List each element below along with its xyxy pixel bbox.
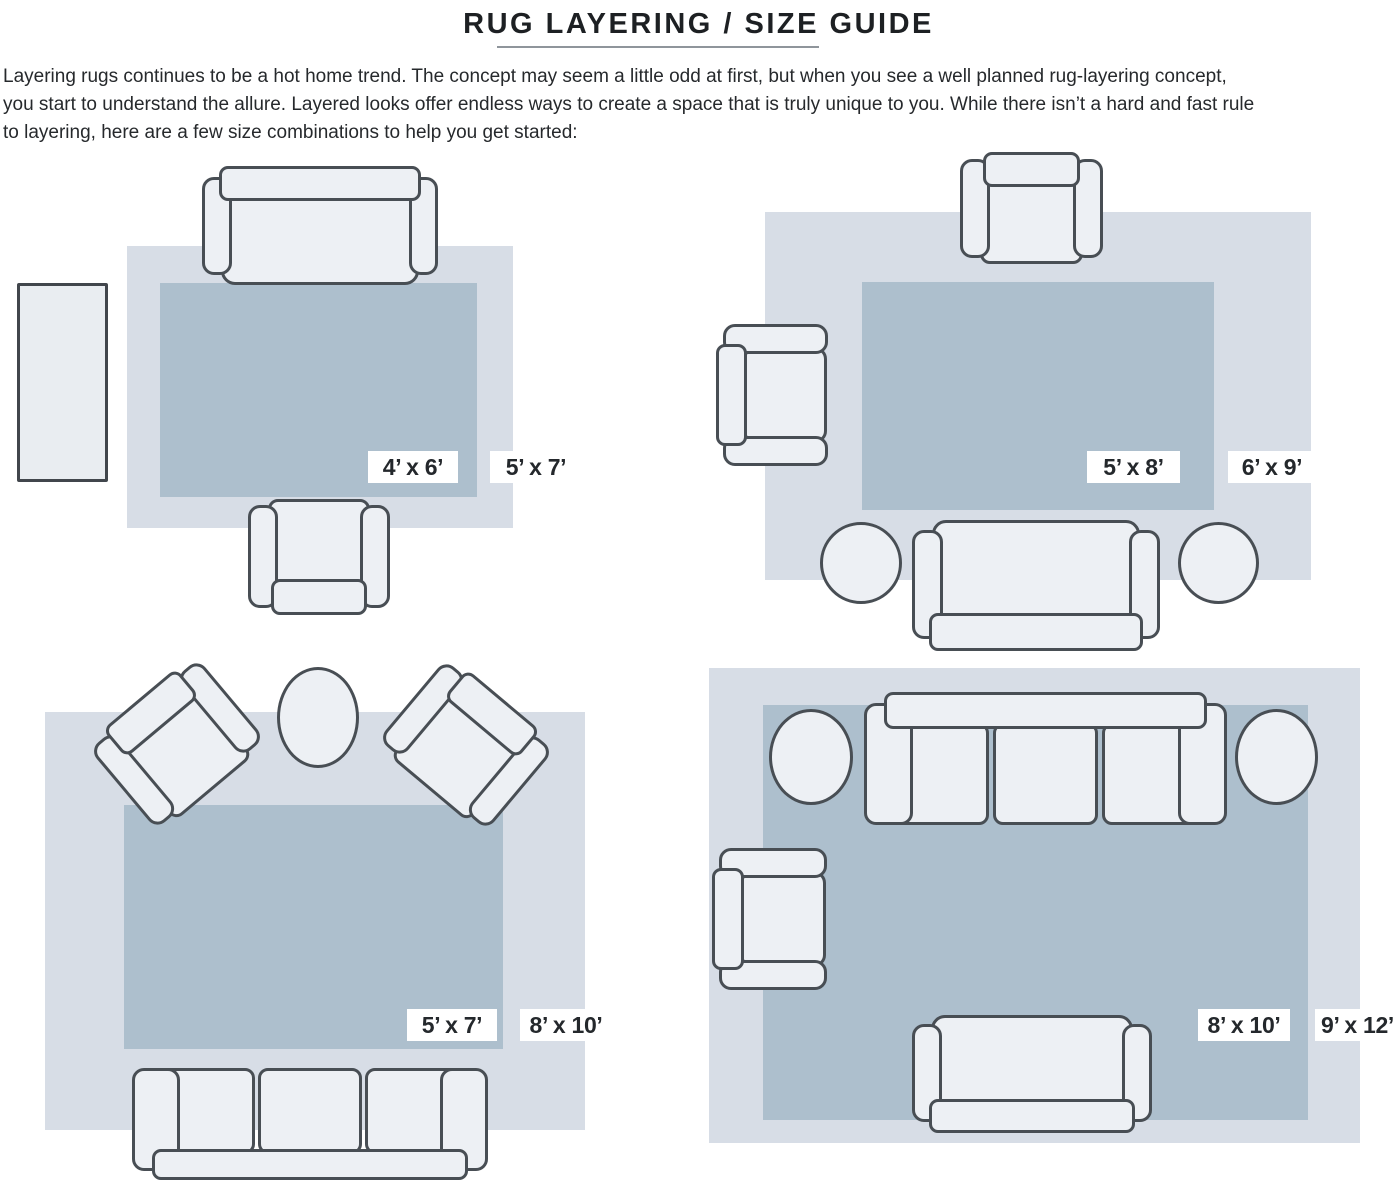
armchair-seat xyxy=(743,347,827,444)
sofa-back-cushion xyxy=(219,166,422,201)
armchair-back-cushion xyxy=(712,868,744,970)
armchair-seat xyxy=(740,871,826,968)
inner-rug-size-label: 5’ x 8’ xyxy=(1087,451,1180,483)
inner-rug-size-label: 8’ x 10’ xyxy=(1198,1009,1290,1041)
outer-rug-size-label: 6’ x 9’ xyxy=(1228,451,1316,483)
armchair-back-cushion xyxy=(716,344,747,446)
intro-line-3: to layering, here are a few size combinations to help you get started: xyxy=(3,122,578,143)
sofa-back-cushion xyxy=(884,692,1207,729)
armchair-back-cushion xyxy=(983,152,1080,187)
inner-rug-size-label: 5’ x 7’ xyxy=(407,1009,497,1041)
armchair-left xyxy=(716,324,828,466)
armchair-left xyxy=(712,848,827,990)
round-side-table-right xyxy=(1235,709,1318,805)
loveseat-seat xyxy=(931,1015,1133,1108)
page-title: RUG LAYERING / SIZE GUIDE xyxy=(463,8,934,40)
sofa-seat-cushion-2 xyxy=(993,723,1098,825)
inner-rug-size-label: 4’ x 6’ xyxy=(368,451,458,483)
loveseat-back-cushion xyxy=(929,1099,1135,1133)
round-side-table-left xyxy=(769,709,853,805)
sofa-top xyxy=(202,166,438,285)
armchair-seat xyxy=(980,179,1083,264)
intro-line-2: you start to understand the allure. Layered looks offer endless ways to create a space that is truly unique to you. While there isn’t a hard and fast rule xyxy=(3,94,1255,115)
sofa-top xyxy=(864,692,1227,828)
outer-rug-size-label: 5’ x 7’ xyxy=(490,451,582,483)
outer-rug-size-label: 8’ x 10’ xyxy=(520,1009,612,1041)
outer-rug-size-label: 9’ x 12’ xyxy=(1315,1009,1397,1041)
sofa-seat xyxy=(221,191,419,285)
intro-line-1: Layering rugs continues to be a hot home trend. The concept may seem a little odd at first, but when you see a well planned rug-layering concept, xyxy=(3,66,1227,87)
loveseat-bottom xyxy=(912,1015,1152,1133)
armchair-top xyxy=(960,152,1103,265)
